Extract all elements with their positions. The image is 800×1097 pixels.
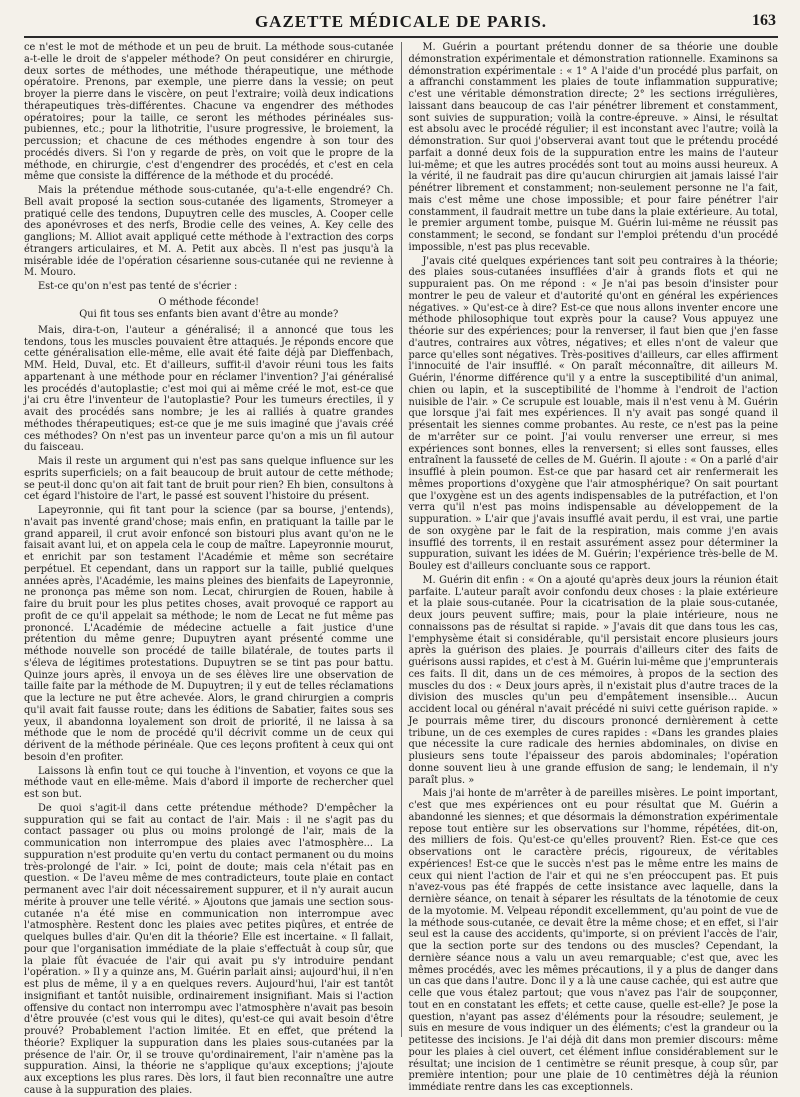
paragraph: Mais il reste un argument qui n'est pas sans quelque influence sur les esprits superficiels; on a fait beaucoup de bruit autour de cette méthode; se peut-il donc qu'on ait fait tant de bruit pour rien? Eh bien, consultons à cet égard l'histoire de l'art, le passé est souvent l'histoire du présent. xyxy=(24,456,394,503)
paragraph: M. Guérin a pourtant prétendu donner de sa théorie une double démonstration expérimentale et démonstration rationnelle. Examinons sa démonstration expérimentale : « 1° A l'aide d'un procédé plus parfait, on a affranchi constamment les plaies de toute inflammation suppurative; c'est une véritable démonstration directe; 2° les sections irrégulières, laissant dans beaucoup de cas l'air pénétrer librement et constamment, sont suivies de suppuration; voilà la contre-épreuve. » Ainsi, le résultat est absolu avec le procédé régulier; il est inconstant avec l'autre; voilà la démonstration. Sur quoi j'observerai avant tout que le prétendu procédé parfait a donné deux fois de la suppuration entre les mains de l'auteur lui-même; et que les autres procédés sont tout au moins aussi heureux. A la vérité, il ne faudrait pas dire qu'aucun chirurgien ait jamais laissé l'air pénétrer librement et constamment; non-seulement personne ne l'a fait, mais c'est même une chose impossible; et pour faire pénétrer l'air constamment, il faudrait mettre un tube dans la plaie extérieure. Au total, le premier argument tombe, puisque M. Guérin lui-même ne réussit pas constamment; le second, se fondant sur l'emploi prétendu d'un procédé impossible, n'est pas plus recevable. xyxy=(408,42,778,253)
paragraph: M. Guérin dit enfin : « On a ajouté qu'après deux jours la réunion était parfaite. L'auteur paraît avoir confondu deux choses : la plaie extérieure et la plaie sous-cutanée. Pour la cicatrisation de la plaie sous-cutanée, deux jours peuvent suffire; mais, pour la plaie intérieure, nous ne connaissons pas de résultat si rapide. » J'avais dit que dans tous les cas, l'emphysème était si considérable, qu'il persistait encore plusieurs jours après la guérison des plaies. Je pourrais d'ailleurs citer des faits de guérisons aussi rapides, et c'est à M. Guérin lui-même que j'emprunterais ces faits. Il dit, dans un de ces mémoires, à propos de la section des muscles du dos : « Deux jours après, il n'existait plus d'autre traces de la division des muscles qu'un peu d'empâtement insensible... Aucun accident local ou général n'avait précédé ni suivi cette guérison rapide. » Je pourrais même tirer, du discours prononcé dernièrement à cette tribune, un de ces exemples de cures rapides : «Dans les grandes plaies que nécessite la cure radicale des hernies abdominales, on divise en plusieurs sens toute l'épaisseur des parois abdominales; l'opération donne souvent lieu à une grande effusion de sang; le lendemain, il n'y paraît plus. » xyxy=(408,574,778,786)
article-columns xyxy=(24,42,778,1096)
paragraph: Mais, dira-t-on, l'auteur a généralisé; il a annoncé que tous les tendons, tous les muscles pouvaient être attaqués. Je réponds encore que cette généralisation elle-même, elle avait été faite déjà par Dieffenbach, MM. Held, Duval, etc. Et d'ailleurs, suffit-il d'avoir réuni tous les faits appartenant à une méthode pour en réclamer l'invention? J'ai généralisé les procédés d'autoplastie; c'est moi qui ai même créé le mot, est-ce que j'ai cru être l'inventeur de l'autoplastie? Pour les tumeurs érectiles, il y avait des procédés sans nombre; je les ai ralliés à quatre grandes méthodes thérapeutiques; est-ce que je me suis imaginé que j'avais créé ces méthodes? On n'est pas un inventeur parce qu'on a mis un fil autour du faisceau. xyxy=(24,324,394,454)
right-column xyxy=(401,42,779,1093)
paragraph: Laissons là enfin tout ce qui touche à l'invention, et voyons ce que la méthode vaut en elle-même. Mais d'abord il importe de rechercher quel est son but. xyxy=(24,765,394,800)
paragraph: Lapeyronnie, qui fit tant pour la science (par sa bourse, j'entends), n'avait pas inventé grand'chose; mais enfin, en pratiquant la taille par le grand appareil, il crut avoir enfoncé son bistouri plus avant qu'on ne le faisait avant lui, et on appela cela le coup de maître. Lapeyronnie mourut, et enrichit par son testament l'Académie et même son secrétaire perpétuel. Et cependant, dans un rapport sur la taille, publié quelques années après, l'Académie, les mains pleines des bienfaits de Lapeyronnie, ne prononça pas même son nom. Lecat, chirurgien de Rouen, habile à faire du bruit pour les plus petites choses, avait provoqué ce rapport au profit de ce qu'il appelait sa méthode; le nom de Lecat ne fut même pas prononcé. L'Académie de médecine actuelle a fait justice d'une prétention du même genre; Dupuytren ayant présenté comme une méthode nouvelle son procédé de taille bilatérale, de toutes parts il s'éleva de légitimes protestations. Dupuytren se se tint pas pour battu. Quinze jours après, il envoya un de ses élèves lire une observation de taille faite par la méthode de M. Dupuytren; il y eut de telles réclamations que la lecture ne put être achevée. Alors, le grand chirurgien a compris qu'il avait fait fausse route; dans les éditions de Sabatier, faites sous ses yeux, il abandonna loyalement son droit de priorité, il ne laissa à sa méthode que le nom de procédé qu'il décrivit comme un de ceux qui dérivent de la méthode périnéale. Que ces leçons profitent à ceux qui ont besoin d'en profiter. xyxy=(24,505,394,763)
publication-title: GAZETTE MÉDICALE DE PARIS. xyxy=(254,12,548,31)
page-number: 163 xyxy=(752,12,776,29)
quote-line: O méthode féconde! xyxy=(158,296,260,308)
paragraph: J'avais cité quelques expériences tant soit peu contraires à la théorie; des plaies sous-cutanées insufflées d'air à grands flots et qui ne suppuraient pas. On me répond : « Je n'ai pas besoin d'insister pour montrer le peu de valeur et d'autorité qu'ont en général les expériences négatives. » Qu'est-ce à dire? Est-ce que nous allons inventer encore une méthode philosophique tout exprès pour la cause? Vous appuyez une théorie sur des expériences; pour la renverser, il faut bien que j'en fasse d'autres, contraires aux vôtres, négatives; et elles n'ont de valeur que parce qu'elles sont négatives. Très-positives d'ailleurs, car elles affirment l'innocuité de l'air insufflé. « On paraît méconnaître, dit ailleurs M. Guérin, l'énorme différence qu'il y a entre la susceptibilité d'un animal, chien ou lapin, et la susceptibilité de l'homme à l'endroit de l'action nuisible de l'air. » Ce scrupule est louable, mais il n'est venu à M. Guérin que lorsque j'ai fait mes expériences. Il n'y avait pas songé quand il présentait les siennes comme probantes. Au reste, ce n'est pas la peine de m'arrêter sur ce point. J'ai voulu renverser une erreur, si mes expériences sont bonnes, elles la renversent; si elles sont fausses, elles entraînent la fausseté de celles de M. Guérin. Il ajoute : « On a parlé d'air insufflé à plein poumon. Est-ce que par hasard cet air renfermerait les mêmes proportions d'oxygène que l'air atmosphérique? On sait pourtant que l'oxygène est un des agents indispensables de la putréfaction, et l'on verra qu'il n'est pas moins indispensable au développement de la suppuration. » L'air que j'avais insufflé avait perdu, il est vrai, une partie de son oxygène par le fait de la respiration, mais comme j'en avais insufflé des torrents, il en restait assurément assez pour déterminer la suppuration, suivant les idées de M. Guérin; l'expérience très-belle de M. Bouley est d'ailleurs concluante sous ce rapport. xyxy=(408,255,778,572)
verse-quote xyxy=(24,297,394,321)
quote-line: Qui fit tous ses enfants bien avant d'être au monde? xyxy=(79,308,339,320)
paragraph: Mais la prétendue méthode sous-cutanée, qu'a-t-elle engendré? Ch. Bell avait proposé la section sous-cutanée des ligaments, Stromeyer a pratiqué celle des tendons, Dupuytren celle des muscles, A. Cooper celle des aponévroses et des nerfs, Brodie celle des veines, A. Key celle des ganglions; M. Alliot avait appliqué cette méthode à l'extraction des corps étrangers articulaires, et M. A. Petit aux abcès. Il n'est pas jusqu'à la misérable idée de l'opération césarienne sous-cutanée qui ne revienne à M. Mouro. xyxy=(24,185,394,279)
paragraph: Mais j'ai honte de m'arrêter à de pareilles misères. Le point important, c'est que mes expériences ont eu pour résultat que M. Guérin a abandonné les siennes; et que désormais la démonstration expérimentale repose tout entière sur les observations sur l'homme, répétées, dit-on, des milliers de fois. Qu'est-ce qu'elles prouvent? Rien. Est-ce que ces observations ont le caractère précis, rigoureux, de véritables expériences! Est-ce que le succès n'est pas le même entre les mains de ceux qui nient l'action de l'air et qui ne s'en préoccupent pas. Et puis n'avez-vous pas été frappés de cette insistance avec laquelle, dans la dernière séance, on tenait à séparer les résultats de la ténotomie de ceux de la myotomie. M. Velpeau répondit excellemment, qu'au point de vue de la méthode sous-cutanée, ce devait être la même chose; et en effet, si l'air seul est la cause des accidents, qu'importe, si on prévient l'accès de l'air, que la section porte sur des tendons ou des muscles? Cependant, la dernière séance nous a valu un aveu remarquable; c'est que, avec les mêmes procédés, avec les mêmes précautions, il y a plus de danger dans un cas que dans l'autre. Donc il y a là une cause cachée, qui est autre que celle que vous étalez partout; que vous n'avez pas l'air de soupçonner, tout en en constatant les effets; et cette cause, quelle est-elle? Je pose la question, n'ayant pas assez d'éléments pour la résoudre; seulement, je suis en mesure de vous indiquer un des éléments; c'est la grandeur ou la petitesse des incisions. Je l'ai déjà dit dans mon premier discours: même pour les plaies à ciel ouvert, cet élément influe considérablement sur le résultat; une incision de 1 centimètre se réunit presque, à coup sûr, par première intention; pour une plaie de 10 centimètres déjà la réunion immédiate rentre dans les cas exceptionnels. xyxy=(408,788,778,1093)
paragraph: Est-ce qu'on n'est pas tenté de s'écrier : xyxy=(38,281,238,292)
masthead xyxy=(24,12,778,38)
paragraph: De quoi s'agit-il dans cette prétendue méthode? D'empêcher la suppuration qui se fait au contact de l'air. Mais : il ne s'agit pas du contact passager ou plus ou moins prolongé de l'air, mais de la communication non interrompue des plaies avec l'atmosphère... La suppuration n'est produite qu'en vertu du contact permanent ou du moins très-prolongé de l'air. » Ici, point de doute; mais cela n'était pas en question. « De l'aveu même de mes contradicteurs, toute plaie en contact permanent avec l'air doit nécessairement suppurer, et il n'y aurait aucun mérite à prouver une telle vérité. » Ajoutons que jamais une section sous-cutanée n'a été mise en communication non interrompue avec l'atmosphère. Restent donc les plaies avec petites piqûres, et entrée de quelques bulles d'air. Qu'en dit la théorie? Elle est incertaine. « Il fallait, pour que l'organisation immédiate de la plaie s'effectuât à coup sûr, que la plaie fût évacuée de l'air qui avait pu s'y introduire pendant l'opération. » Il y a quinze ans, M. Guérin parlait ainsi; aujourd'hui, il n'en est plus de même, il y a en quelques revers. Aujourd'hui, l'air est tantôt insignifiant et tantôt nuisible, ordinairement insignifiant. Mais si l'action offensive du contact non interrompu avec l'atmosphère n'avait pas besoin d'être prouvée (c'est vous qui le dites), qu'est-ce qui avait besoin d'être prouvé? Probablement l'action limitée. Et en effet, que prétend la théorie? Expliquer la suppuration dans les plaies sous-cutanées par la présence de l'air. Or, il se trouve qu'ordinairement, l'air n'amène pas la suppuration. Ainsi, la théorie ne s'applique qu'aux exceptions; j'ajoute aux exceptions les plus rares. Dès lors, il faut bien reconnaître une autre cause à la suppuration des plaies. xyxy=(24,802,394,1096)
paragraph: ce n'est le mot de méthode et un peu de bruit. La méthode sous-cutanée a-t-elle le droit de s'appeler méthode? On peut considérer en chirurgie, deux sortes de méthodes, une méthode thérapeutique, une méthode opératoire. Prenons, par exemple, une pierre dans la vessie; on peut broyer la pierre dans le viscère, on peut l'extraire; voilà deux indications thérapeutiques très-différentes. Chacune va engendrer des méthodes opératoires; pour la taille, ce seront les méthodes périnéales sus-pubiennes, etc.; pour la lithotritie, l'usure progressive, le broiement, la percussion; et chacune de ces méthodes engendre à son tour des procédés divers. Si l'on y regarde de près, on voit que le propre de la méthode, en chirurgie, c'est d'engendrer des procédés, et c'est en cela même que consiste la différence de la méthode et du procédé. xyxy=(24,42,394,183)
left-column xyxy=(24,42,401,1096)
